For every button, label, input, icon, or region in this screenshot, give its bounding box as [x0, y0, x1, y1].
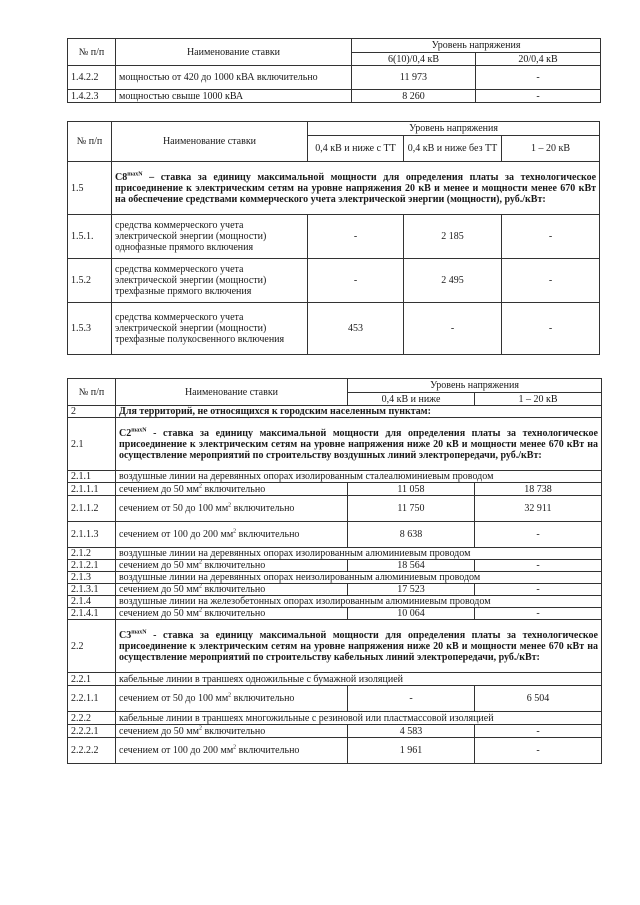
row-name — [116, 725, 348, 738]
row-value: 11 058 — [348, 483, 475, 496]
table-row — [68, 522, 602, 548]
row-value: - — [476, 66, 601, 90]
subsection-title: воздушные линии на железобетонных опорах изолированным алюминиевым проводом — [116, 596, 602, 608]
col-header-v1: 0,4 кВ и ниже с ТТ — [308, 136, 404, 162]
row-value: 2 185 — [404, 215, 502, 259]
row-value: - — [475, 608, 602, 620]
row-value: - — [475, 522, 602, 548]
row-value: - — [476, 90, 601, 103]
table-row — [68, 686, 602, 712]
rate-code-sup: maxN — [127, 171, 143, 178]
subsection-row — [68, 673, 602, 686]
section-row — [68, 620, 602, 673]
row-num: 1.4.2.3 — [68, 90, 116, 103]
row-name — [116, 496, 348, 522]
row-value: 6 504 — [475, 686, 602, 712]
row-value: 10 064 — [348, 608, 475, 620]
row-num: 2.1.4.1 — [68, 608, 116, 620]
table-row — [68, 560, 602, 572]
rate-code: C2 — [119, 427, 132, 439]
row-num: 2.1.1.1 — [68, 483, 116, 496]
row-num: 2.2 — [68, 620, 116, 673]
row-num: 2.2.2 — [68, 712, 116, 725]
row-name — [116, 560, 348, 572]
table-row — [68, 215, 600, 259]
subsection-row — [68, 548, 602, 560]
row-value: - — [475, 738, 602, 764]
row-value: 11 973 — [352, 66, 476, 90]
table-row — [68, 483, 602, 496]
row-name — [116, 738, 348, 764]
row-name: средства коммерческого учета электрической энергии (мощности) трехфазные прямого включения — [112, 259, 308, 303]
unit-sup: 2 — [233, 528, 237, 535]
row-num: 2 — [68, 406, 116, 418]
row-value: - — [308, 259, 404, 303]
row-name: мощностью свыше 1000 кВА — [116, 90, 352, 103]
table-row — [68, 608, 602, 620]
rate-code-sup: maxN — [131, 629, 147, 636]
row-name-text: сечением до 50 мм — [119, 584, 199, 595]
row-num: 1.5.2 — [68, 259, 112, 303]
table-row — [68, 303, 600, 355]
col-header-v2: 20/0,4 кВ — [476, 53, 601, 66]
row-value: 2 495 — [404, 259, 502, 303]
row-name-text: сечением от 50 до 100 мм — [119, 503, 229, 514]
unit-sup: 2 — [198, 483, 202, 490]
unit-sup: 2 — [198, 583, 202, 590]
section-row — [68, 406, 602, 418]
rate-code-sup: maxN — [131, 427, 147, 434]
table-row — [68, 725, 602, 738]
row-name — [116, 483, 348, 496]
unit-sup: 2 — [228, 502, 232, 509]
row-num: 2.1.2.1 — [68, 560, 116, 572]
row-value: - — [475, 725, 602, 738]
row-value: 453 — [308, 303, 404, 355]
row-value: 18 738 — [475, 483, 602, 496]
unit-sup: 2 — [198, 559, 202, 566]
row-value: 32 911 — [475, 496, 602, 522]
row-name-tail: включительно — [231, 693, 295, 704]
subsection-row — [68, 572, 602, 584]
row-num: 2.1.1.2 — [68, 496, 116, 522]
row-name-text: сечением до 50 мм — [119, 483, 199, 495]
unit-sup: 2 — [228, 692, 232, 699]
row-value: - — [475, 560, 602, 572]
unit-sup: 2 — [198, 725, 202, 732]
row-name-text: сечением от 50 до 100 мм — [119, 693, 229, 704]
row-name-tail: включительно — [201, 584, 266, 595]
row-name — [116, 686, 348, 712]
row-name-text: сечением до 50 мм — [119, 725, 199, 737]
row-num: 1.5 — [68, 162, 112, 215]
row-num: 1.5.3 — [68, 303, 112, 355]
section-row — [68, 162, 600, 215]
section-text: – ставка за единицу максимальной мощности для определения платы за технологическое присоединение к электрическим сетям на уровне напряжения 20 кВ и менее и мощности менее 670 кВт на обеспечение средствами коммерческого учета электрической энергии (мощности), руб./кВт: — [115, 171, 597, 205]
row-name — [116, 522, 348, 548]
row-num: 2.2.2.2 — [68, 738, 116, 764]
row-value: - — [502, 303, 600, 355]
col-header-v1: 6(10)/0,4 кВ — [352, 53, 476, 66]
table-row — [68, 259, 600, 303]
section-text: - ставка за единицу максимальной мощности для определения платы за технологическое присоединение к электрическим сетям на уровне напряжения ниже 20 кВ и мощности менее 670 кВт на осуществление мероприятий по строительству воздушных линий электропередачи, руб./кВт: — [119, 427, 598, 461]
unit-sup: 2 — [233, 744, 237, 751]
row-name-tail: включительно — [201, 560, 266, 571]
subsection-row — [68, 596, 602, 608]
subsection-row — [68, 712, 602, 725]
row-num: 2.1.4 — [68, 596, 116, 608]
col-header-name: Наименование ставки — [112, 122, 308, 162]
section-text: - ставка за единицу максимальной мощности для определения платы за технологическое присоединение к электрическим сетям на уровне напряжения ниже 20 кВ и мощности менее 670 кВт на осуществление мероприятий по строительству кабельных линий электропередачи, руб./кВт: — [119, 629, 598, 663]
table-row — [68, 738, 602, 764]
rate-code: C8 — [115, 171, 128, 183]
row-name-text: сечением от 100 до 200 мм — [119, 529, 234, 540]
tariff-table-3 — [67, 378, 602, 764]
col-header-v1: 0,4 кВ и ниже — [348, 393, 475, 406]
row-num: 2.1.2 — [68, 548, 116, 560]
col-header-v2: 0,4 кВ и ниже без ТТ — [404, 136, 502, 162]
row-num: 2.1 — [68, 418, 116, 471]
row-name: средства коммерческого учета электрической энергии (мощности) однофазные прямого включения — [112, 215, 308, 259]
col-header-v3: 1 – 20 кВ — [502, 136, 600, 162]
row-name-text: сечением до 50 мм — [119, 560, 199, 571]
row-num: 2.2.1 — [68, 673, 116, 686]
row-value: - — [502, 259, 600, 303]
row-name-text: сечением до 50 мм — [119, 608, 199, 619]
section-title: Для территорий, не относящихся к городским населенным пунктам: — [116, 406, 602, 418]
col-header-v2: 1 – 20 кВ — [475, 393, 602, 406]
row-value: - — [502, 215, 600, 259]
row-value: 17 523 — [348, 584, 475, 596]
row-value: 8 638 — [348, 522, 475, 548]
table-row — [68, 496, 602, 522]
row-name: средства коммерческого учета электрической энергии (мощности) трехфазные полукосвенного включения — [112, 303, 308, 355]
subsection-title: кабельные линии в траншеях одножильные с бумажной изоляцией — [116, 673, 602, 686]
row-name-tail: включительно — [201, 483, 266, 495]
row-value: 1 961 — [348, 738, 475, 764]
col-header-num: № п/п — [68, 122, 112, 162]
row-num: 2.1.1.3 — [68, 522, 116, 548]
table-row — [68, 584, 602, 596]
section-row — [68, 418, 602, 471]
row-num: 2.1.3 — [68, 572, 116, 584]
unit-sup: 2 — [198, 607, 202, 614]
table-row — [68, 66, 601, 90]
row-value: 18 564 — [348, 560, 475, 572]
col-header-voltage: Уровень напряжения — [348, 379, 602, 393]
subsection-title: воздушные линии на деревянных опорах изолированным сталеалюминиевым проводом — [116, 471, 602, 483]
table-row — [68, 90, 601, 103]
row-name — [116, 608, 348, 620]
tariff-table-1 — [67, 38, 601, 103]
section-title — [112, 162, 600, 215]
row-value: - — [475, 584, 602, 596]
row-num: 2.2.1.1 — [68, 686, 116, 712]
row-value: - — [308, 215, 404, 259]
col-header-voltage: Уровень напряжения — [308, 122, 600, 136]
section-title — [116, 620, 602, 673]
row-name — [116, 584, 348, 596]
subsection-title: воздушные линии на деревянных опорах изолированным алюминиевым проводом — [116, 548, 602, 560]
col-header-name: Наименование ставки — [116, 39, 352, 66]
tariff-table-2 — [67, 121, 600, 355]
subsection-row — [68, 471, 602, 483]
col-header-num: № п/п — [68, 379, 116, 406]
row-value: - — [404, 303, 502, 355]
row-name-tail: включительно — [231, 503, 295, 514]
row-num: 2.1.3.1 — [68, 584, 116, 596]
row-num: 2.1.1 — [68, 471, 116, 483]
col-header-voltage: Уровень напряжения — [352, 39, 601, 53]
row-value: - — [348, 686, 475, 712]
row-name-tail: включительно — [201, 725, 266, 737]
row-num: 1.4.2.2 — [68, 66, 116, 90]
subsection-title: кабельные линии в траншеях многожильные с резиновой или пластмассовой изоляцией — [116, 712, 602, 725]
row-name-tail: включительно — [236, 745, 300, 756]
row-num: 2.2.2.1 — [68, 725, 116, 738]
row-name-tail: включительно — [236, 529, 300, 540]
row-value: 11 750 — [348, 496, 475, 522]
row-name-text: сечением от 100 до 200 мм — [119, 745, 234, 756]
col-header-num: № п/п — [68, 39, 116, 66]
col-header-name: Наименование ставки — [116, 379, 348, 406]
rate-code: C3 — [119, 629, 132, 641]
subsection-title: воздушные линии на деревянных опорах неизолированным алюминиевым проводом — [116, 572, 602, 584]
section-title — [116, 418, 602, 471]
row-num: 1.5.1. — [68, 215, 112, 259]
row-name: мощностью от 420 до 1000 кВА включительно — [116, 66, 352, 90]
row-name-tail: включительно — [201, 608, 266, 619]
row-value: 4 583 — [348, 725, 475, 738]
row-value: 8 260 — [352, 90, 476, 103]
